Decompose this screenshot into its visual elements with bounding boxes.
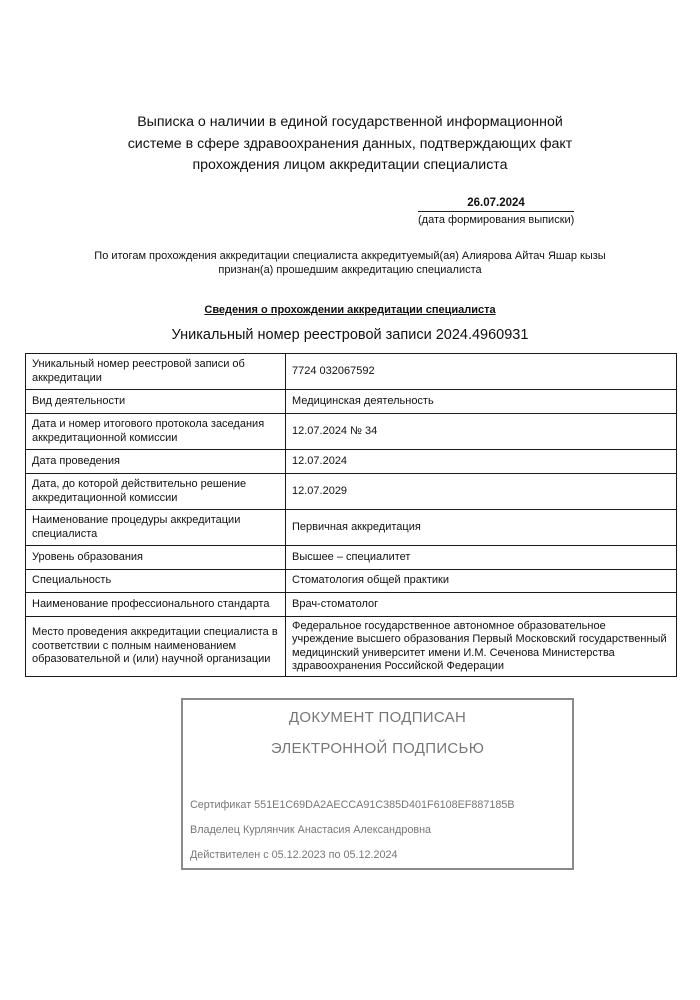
table-row <box>26 617 677 677</box>
stamp-owner: Владелец Курлянчик Анастасия Александровна <box>190 824 432 836</box>
issue-date-block <box>418 197 574 227</box>
row-label: Дата и номер итогового протокола заседания аккредитационной комиссии <box>26 414 286 450</box>
document-title <box>0 112 700 177</box>
table-row <box>26 546 677 570</box>
intro-statement <box>0 249 700 277</box>
electronic-signature-stamp <box>181 698 574 870</box>
row-label: Дата, до которой действительно решение аккредитационной комиссии <box>26 474 286 510</box>
row-value: Первичная аккредитация <box>286 510 677 546</box>
table-row <box>26 474 677 510</box>
table-row <box>26 593 677 617</box>
section-title-text: Сведения о прохождении аккредитации специалиста <box>204 304 496 316</box>
row-label: Дата проведения <box>26 450 286 474</box>
row-label: Наименование профессионального стандарта <box>26 593 286 617</box>
intro-line: признан(а) прошедшим аккредитацию специалиста <box>218 264 482 276</box>
intro-line: По итогам прохождения аккредитации специалиста аккредитуемый(ая) Алиярова Айтач Яшар кызы <box>94 250 606 262</box>
stamp-heading-electronic: ЭЛЕКТРОННОЙ ПОДПИСЬЮ <box>270 740 485 757</box>
row-value: 12.07.2029 <box>286 474 677 510</box>
row-label: Специальность <box>26 570 286 593</box>
row-label: Уровень образования <box>26 546 286 570</box>
issue-date-caption: (дата формирования выписки) <box>418 214 575 226</box>
row-value: 7724 032067592 <box>286 354 677 390</box>
title-line: системе в сфере здравоохранения данных, подтверждающих факт <box>127 135 573 152</box>
stamp-heading-signed: ДОКУМЕНТ ПОДПИСАН <box>288 709 467 726</box>
row-label: Уникальный номер реестровой записи об аккредитации <box>26 354 286 390</box>
table-row <box>26 414 677 450</box>
table-row <box>26 390 677 414</box>
table-row <box>26 570 677 593</box>
row-value: Стоматология общей практики <box>286 570 677 593</box>
row-label: Вид деятельности <box>26 390 286 414</box>
row-value: 12.07.2024 <box>286 450 677 474</box>
registry-number-heading: Уникальный номер реестровой записи 2024.4960931 <box>171 327 529 343</box>
row-label: Наименование процедуры аккредитации специалиста <box>26 510 286 546</box>
row-value: Высшее – специалитет <box>286 546 677 570</box>
title-line: Выписка о наличии в единой государственной информационной <box>137 114 563 130</box>
table-row <box>26 354 677 390</box>
row-value: Федеральное государственное автономное образовательное учреждение высшего образования Первый Московский государственный медицинский университет имени И.М. Сеченова Министерства здравоохранения Российской Федерации <box>286 617 677 677</box>
row-value: 12.07.2024 № 34 <box>286 414 677 450</box>
stamp-certificate: Сертификат 551E1C69DA2AECCA91C385D401F6108EF887185B <box>190 799 515 811</box>
row-label: Место проведения аккредитации специалиста в соответствии с полным наименованием образовательной и (или) научной организации <box>26 617 286 677</box>
issue-date: 26.07.2024 <box>418 197 574 212</box>
accreditation-table <box>25 353 677 677</box>
row-value: Медицинская деятельность <box>286 390 677 414</box>
table-row <box>26 510 677 546</box>
table-row <box>26 450 677 474</box>
title-line: прохождения лицом аккредитации специалиста <box>192 157 508 173</box>
stamp-validity: Действителен с 05.12.2023 по 05.12.2024 <box>190 849 398 861</box>
row-value: Врач-стоматолог <box>286 593 677 617</box>
section-title <box>0 303 700 317</box>
